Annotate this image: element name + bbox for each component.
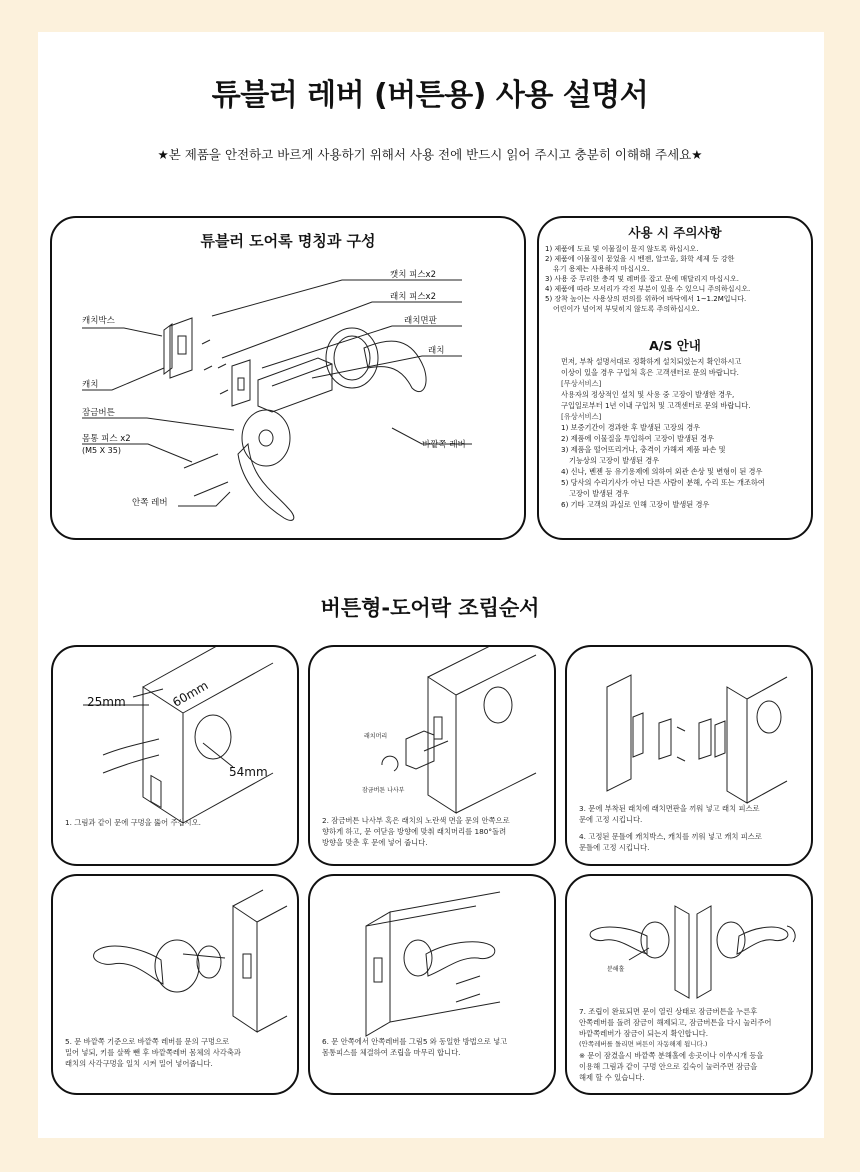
caption-line: 6. 문 안쪽에서 안쪽레버를 그림5 와 동일한 방법으로 넣고: [322, 1037, 508, 1046]
label-outside-lever: 바깥쪽 레버: [422, 440, 466, 450]
caption-line: 5. 문 바깥쪽 기준으로 바깥쪽 레버를 문의 구멍으로: [65, 1037, 230, 1046]
caption-line: 7. 조립이 완료되면 문이 열린 상태로 잠금버튼을 누른후: [579, 1007, 758, 1016]
leader-inside-lever: [178, 492, 230, 506]
dim-25: 25mm: [87, 695, 126, 709]
as-paid-item: 고장이 발생된 경우: [569, 489, 630, 498]
inside-lever-shape: [426, 942, 495, 976]
label-latch: 래치: [428, 346, 445, 356]
step-2-caption: [322, 815, 544, 848]
caption-line: 문에 고정 시킵니다.: [579, 815, 643, 824]
lock-button-shape: [259, 430, 273, 446]
label-catch-box: 캐치박스: [82, 316, 115, 326]
notice-list: [539, 244, 811, 314]
latch-head-label: 래치머리: [364, 733, 388, 740]
step-7-panel: [565, 874, 813, 1095]
label-lock-button: 잠금버튼: [82, 408, 115, 418]
dim-54: 54mm: [229, 765, 268, 779]
step-3-panel: [565, 645, 813, 866]
caption-line: 문틀에 고정 시킵니다.: [579, 843, 650, 852]
rotate-arrow: [382, 756, 398, 771]
caption-line: 방향을 맞춘 후 문에 넣어 줍니다.: [322, 838, 428, 847]
bore-hole: [757, 701, 781, 733]
as-paid-item: 4) 신나, 벤젠 등 유기용제에 의하여 외관 손상 및 변형이 된 경우: [561, 467, 763, 476]
step-5-caption: [65, 1036, 287, 1069]
outside-lever-shape: [94, 946, 163, 984]
body-screw-2: [456, 994, 480, 1002]
notice-item: 어린이가 넘어져 부딪히지 않도록 주의하십시오.: [553, 305, 700, 313]
as-title: A/S 안내: [649, 338, 701, 353]
caption-note: (안쪽레버를 돌리면 버튼이 자동해제 됩니다.): [579, 1040, 708, 1048]
label-inside-lever: 안쪽 레버: [132, 498, 168, 508]
body-screw-1: [456, 976, 480, 984]
as-paid-item: 2) 제품에 이물질을 투입하여 고장이 발생된 경우: [561, 434, 715, 443]
step-1-caption: [65, 817, 287, 828]
caption-line: 2. 잠금버튼 나사부 혹은 래치의 노란색 면을 문의 안쪽으로: [322, 816, 510, 825]
caption-line: 향하게 하고, 문 여닫음 방향에 맞춰 래치머리를 180°돌려: [322, 827, 507, 836]
parts-panel: [50, 216, 526, 540]
notice-panel: [537, 216, 813, 540]
label-body-screw-size: (M5 X 35): [82, 446, 121, 455]
notice-item: 5) 장착 높이는 사용상의 편의를 위하여 바닥에서 1~1.2M입니다.: [545, 295, 747, 303]
step-3-caption: [579, 803, 801, 853]
page-title: 튜블러 레버 (버튼용) 사용 설명서: [211, 78, 649, 113]
leader-lock-button: [82, 418, 234, 430]
caption-line: 1. 그림과 같이 문에 구멍을 뚫어 주십시오.: [65, 818, 201, 827]
caption-warning: ※ 문이 잠겼을시 바깥쪽 분해홀에 송곳이나 이쑤시개 등을: [579, 1051, 764, 1060]
latch-plate: [699, 719, 711, 759]
caption-line: 바깥쪽레버가 잠금이 되는지 확인합니다.: [579, 1029, 709, 1038]
caption-line: 밀어 넣되, 키를 살짝 뺀 후 바깥쪽레버 몸체의 사각축과: [65, 1048, 241, 1057]
button-screw-label: 잠금버튼 나사부: [362, 787, 405, 794]
notice-item: 4) 제품에 따라 모서리가 각진 부분이 있을 수 있으니 주의하십시오.: [545, 285, 751, 293]
label-catch-screw: 캣치 피스x2: [390, 270, 436, 280]
outside-lever-shape: [364, 341, 426, 391]
door-edge-left: [675, 906, 689, 998]
catch-plate: [633, 713, 643, 757]
inside-lever-shape: [238, 444, 294, 520]
door-edge-right: [697, 906, 711, 998]
as-body: [561, 356, 803, 510]
step-6-caption: [322, 1036, 544, 1058]
label-body-screw: 몸통 피스 x2: [82, 434, 131, 444]
as-intro-line: 먼저, 부착 설명서대로 정확하게 설치되었는지 확인하시고: [561, 357, 742, 366]
catch-box: [659, 719, 671, 759]
notice-item: 2) 제품에 이물질이 묻었을 시 벤젠, 알코올, 화학 세제 등 강한: [545, 255, 735, 263]
as-paid-item: 기능상의 고장이 발생된 경우: [569, 456, 660, 465]
catch-box-shape: [164, 324, 172, 374]
door-frame: [607, 675, 631, 791]
step-2-panel: [308, 645, 556, 866]
as-free-title: [무상서비스]: [561, 379, 602, 388]
label-latch-screw: 래치 피스x2: [390, 292, 436, 302]
caption-line: 안쪽레버를 돌려 잠금이 해제되고, 잠금버튼을 다시 눌러주어: [579, 1018, 772, 1027]
caption-warning: 해제 할 수 있습니다.: [579, 1073, 645, 1082]
door-edge: [233, 906, 257, 1032]
label-latch-plate: 래치면판: [404, 316, 437, 326]
latch-plate-shape: [232, 360, 250, 406]
caption-line: 몸통피스를 체결하여 조립을 마무리 합니다.: [322, 1048, 461, 1057]
label-catch: 캐치: [82, 380, 99, 390]
caption-warning: 이용해 그림과 같이 구멍 안으로 깊숙이 눌러주면 잠금을: [579, 1062, 758, 1071]
outside-lever-shape: [590, 927, 647, 954]
notice-title: 사용 시 주의사항: [628, 225, 722, 240]
bore-hole: [195, 715, 231, 759]
parts-title: 튜블러 도어록 명칭과 구성: [200, 232, 376, 250]
as-intro-line: 이상이 있을 경우 구입처 혹은 고객센터로 문의 바랍니다.: [561, 368, 739, 377]
as-paid-item: 3) 제품을 떨어뜨리거나, 충격이 가해져 제품 파손 및: [561, 445, 726, 454]
step-1-illustration: [53, 647, 297, 864]
dim-60: 60mm: [170, 678, 211, 710]
outside-rose: [641, 922, 669, 958]
door-edge: [727, 687, 747, 803]
drill-bit: [103, 739, 159, 773]
as-free-item: 구입일로부터 1년 이내 구입처 및 고객센터로 문의 바랍니다.: [561, 401, 751, 410]
catch-hole: [178, 336, 186, 354]
catch-plate-shape: [170, 318, 192, 378]
leader-catch-box: [82, 328, 162, 336]
step-1-panel: [51, 645, 299, 866]
hole-label: 분해홀: [607, 966, 625, 973]
step-6-illustration: [310, 876, 554, 1093]
step-6-panel: [308, 874, 556, 1095]
door-edge: [428, 677, 456, 813]
as-paid-title: [유상서비스]: [561, 412, 602, 421]
step-7-caption: [579, 1006, 801, 1083]
caption-line: 래치의 사각구멍을 일치 시켜 밀어 넣어줍니다.: [65, 1059, 213, 1068]
step-5-panel: [51, 874, 299, 1095]
as-free-item: 사용자의 정상적인 설치 및 사용 중 고장이 발생한 경우,: [561, 390, 735, 399]
parts-diagram: [52, 218, 520, 534]
latch-body: [406, 731, 434, 769]
door-edge: [366, 912, 390, 1036]
as-paid-item: 1) 보증기간이 경과한 후 발생된 고장의 경우: [561, 423, 701, 432]
caption-line: 3. 문에 부착된 래치에 래치면판을 끼워 넣고 래치 피스로: [579, 804, 760, 813]
as-paid-item: 6) 기타 고객의 과실로 인해 고장이 발생된 경우: [561, 500, 710, 509]
caption-line: 4. 고정된 문틀에 캐치박스, 캐치를 끼워 넣고 캐치 피스로: [579, 832, 762, 841]
as-paid-item: 5) 당사의 수리기사가 아닌 다른 사람이 분해, 수리 또는 개조하여: [561, 478, 765, 487]
bore-hole: [197, 946, 221, 978]
bore-hole: [484, 687, 512, 723]
body-screw-2: [194, 482, 228, 496]
assembly-title: 버튼형-도어락 조립순서: [320, 596, 540, 620]
inside-rose: [242, 410, 290, 466]
notice-item: 3) 사용 중 무리한 충격 및 레버를 잡고 문에 매달리지 마십시오.: [545, 275, 739, 283]
notice-item: 유기 용제는 사용하지 마십시오.: [553, 265, 650, 273]
page-subtitle: ★본 제품을 안전하고 바르게 사용하기 위해서 사용 전에 반드시 읽어 주시고 충분히 이해해 주세요★: [157, 147, 703, 162]
notice-item: 1) 제품에 도료 및 이물질이 묻지 않도록 하십시오.: [545, 245, 699, 253]
